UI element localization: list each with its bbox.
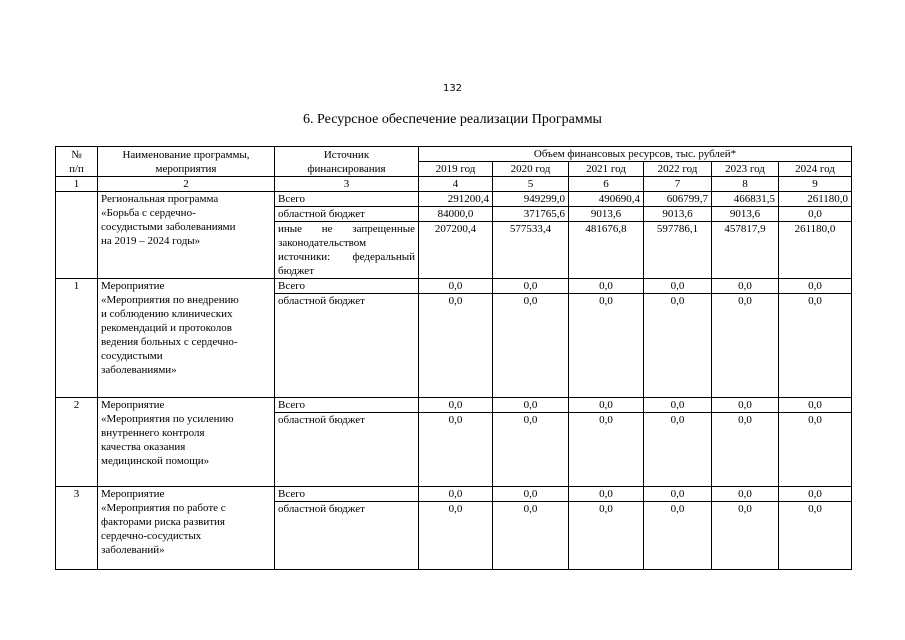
column-number: 4 (419, 177, 493, 192)
value-cell: 0,0 (419, 487, 493, 502)
header-year: 2020 год (493, 162, 569, 177)
source-cell: областной бюджет (275, 207, 419, 222)
group-name: Мероприятие «Мероприятия по работе с факторами риска развития сердечно-сосудистых заболеваний» (98, 487, 275, 570)
value-cell: 949299,0 (493, 192, 569, 207)
value-cell: 0,0 (644, 502, 712, 570)
value-cell: 261180,0 (779, 192, 852, 207)
header-year: 2021 год (569, 162, 644, 177)
column-number: 6 (569, 177, 644, 192)
value-cell: 0,0 (493, 294, 569, 398)
value-cell: 0,0 (569, 487, 644, 502)
value-cell: 9013,6 (712, 207, 779, 222)
value-cell: 0,0 (419, 279, 493, 294)
group-num: 1 (56, 279, 98, 398)
value-cell: 0,0 (569, 279, 644, 294)
column-number: 1 (56, 177, 98, 192)
column-number: 3 (275, 177, 419, 192)
column-number: 5 (493, 177, 569, 192)
group-name: Мероприятие «Мероприятия по внедрению и соблюдению клинических рекомендаций и протоколов ведения больных с сердечно- сосудистыми заболеваниями» (98, 279, 275, 398)
value-cell: 577533,4 (493, 222, 569, 279)
value-cell: 0,0 (569, 398, 644, 413)
value-cell: 84000,0 (419, 207, 493, 222)
value-cell: 0,0 (712, 413, 779, 487)
value-cell: 0,0 (779, 279, 852, 294)
source-cell: Всего (275, 398, 419, 413)
source-cell: Всего (275, 192, 419, 207)
value-cell: 0,0 (569, 502, 644, 570)
section-title: 6. Ресурсное обеспечение реализации Программы (303, 112, 602, 127)
value-cell: 0,0 (644, 413, 712, 487)
value-cell: 9013,6 (569, 207, 644, 222)
value-cell: 466831,5 (712, 192, 779, 207)
value-cell: 0,0 (712, 279, 779, 294)
value-cell: 457817,9 (712, 222, 779, 279)
value-cell: 0,0 (712, 398, 779, 413)
header-num: № п/п (56, 147, 98, 177)
source-cell: Всего (275, 487, 419, 502)
value-cell: 0,0 (569, 294, 644, 398)
value-cell: 0,0 (644, 294, 712, 398)
group-name: Региональная программа «Борьба с сердечно- сосудистыми заболеваниями на 2019 – 2024 годы» (98, 192, 275, 279)
value-cell: 207200,4 (419, 222, 493, 279)
value-cell: 0,0 (493, 413, 569, 487)
page-number: 132 (442, 83, 463, 94)
source-cell: иные не запрещенные законодательством источники: федеральный бюджет (275, 222, 419, 279)
value-cell: 0,0 (712, 502, 779, 570)
value-cell: 9013,6 (644, 207, 712, 222)
source-cell: Всего (275, 279, 419, 294)
source-cell: областной бюджет (275, 502, 419, 570)
value-cell: 0,0 (779, 413, 852, 487)
header-name: Наименование программы, мероприятия (98, 147, 275, 177)
source-cell: областной бюджет (275, 294, 419, 398)
value-cell: 0,0 (779, 502, 852, 570)
group-num: 3 (56, 487, 98, 570)
group-name: Мероприятие «Мероприятия по усилению внутреннего контроля качества оказания медицинской помощи» (98, 398, 275, 487)
value-cell: 597786,1 (644, 222, 712, 279)
value-cell: 0,0 (712, 294, 779, 398)
value-cell: 0,0 (779, 487, 852, 502)
value-cell: 371765,6 (493, 207, 569, 222)
value-cell: 261180,0 (779, 222, 852, 279)
column-number: 9 (779, 177, 852, 192)
header-year: 2024 год (779, 162, 852, 177)
value-cell: 606799,7 (644, 192, 712, 207)
value-cell: 0,0 (644, 398, 712, 413)
resource-table (55, 146, 852, 570)
value-cell: 0,0 (779, 207, 852, 222)
group-num (56, 192, 98, 279)
value-cell: 0,0 (779, 294, 852, 398)
column-number: 2 (98, 177, 275, 192)
header-volume: Объем финансовых ресурсов, тыс. рублей* (419, 147, 852, 162)
header-year: 2023 год (712, 162, 779, 177)
column-number: 8 (712, 177, 779, 192)
value-cell: 0,0 (779, 398, 852, 413)
value-cell: 0,0 (419, 398, 493, 413)
value-cell: 0,0 (712, 487, 779, 502)
value-cell: 0,0 (493, 279, 569, 294)
value-cell: 490690,4 (569, 192, 644, 207)
column-number: 7 (644, 177, 712, 192)
value-cell: 291200,4 (419, 192, 493, 207)
header-year: 2019 год (419, 162, 493, 177)
value-cell: 0,0 (493, 502, 569, 570)
value-cell: 0,0 (569, 413, 644, 487)
value-cell: 0,0 (644, 279, 712, 294)
value-cell: 0,0 (419, 502, 493, 570)
group-num: 2 (56, 398, 98, 487)
header-source: Источник финансирования (275, 147, 419, 177)
value-cell: 0,0 (419, 413, 493, 487)
value-cell: 0,0 (419, 294, 493, 398)
value-cell: 0,0 (644, 487, 712, 502)
value-cell: 0,0 (493, 398, 569, 413)
value-cell: 0,0 (493, 487, 569, 502)
header-year: 2022 год (644, 162, 712, 177)
source-cell: областной бюджет (275, 413, 419, 487)
value-cell: 481676,8 (569, 222, 644, 279)
